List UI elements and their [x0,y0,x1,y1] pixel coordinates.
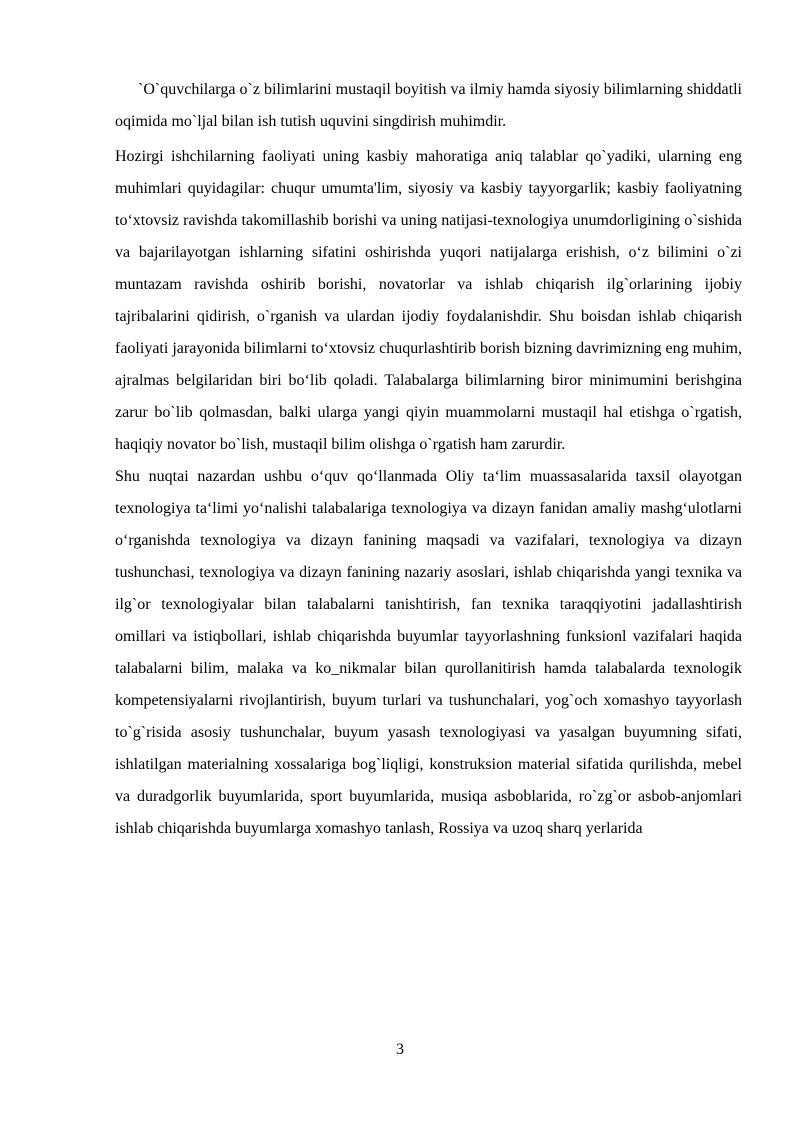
page-number: 3 [396,1041,404,1058]
paragraph-manual-scope: Shu nuqtai nazardan ushbu o‘quv qo‘llanmada Oliy ta‘lim muassasalarida taxsil olayotgan texnologiya ta‘limi yo‘nalishi talabalariga texnologiya va dizayn fanidan amaliy mashg‘ulotlarni o‘rganishda texnologiya va dizayn fanining maqsadi va vazifalari, texnologiya va dizayn tushunchasi, texnologiya va dizayn fanining nazariy asoslari, ishlab chiqarishda yangi texnika va ilg`or texnologiyalar bilan talabalarni tanishtirish, fan texnika taraqqiyotini jadallashtirish omillari va istiqbollari, ishlab chiqarishda buyumlar tayyorlashning funksionl vazifalari haqida talabalarni bilim, malaka va ko_nikmalar bilan qurollanitirish hamda talabalarda texnologik kompetensiyalarni rivojlantirish, buyum turlari va tushunchalari, yog`och xomashyo tayyorlash to`g`risida asosiy tushunchalar, buyum yasash texnologiyasi va yasalgan buyumning sifati, ishlatilgan materialning xossalariga bog`liqligi, konstruksion material sifatida qurilishda, mebel va duradgorlik buyumlarida, sport buyumlarida, musiqa asboblarida, ro`zg`or asbob-anjomlari ishlab chiqarishda buyumlarga xomashyo tanlash, Rossiya va uzoq sharq yerlarida [115,468,742,837]
paragraph-intro: `O`quvchilarga o`z bilimlarini mustaqil boyitish va ilmiy hamda siyosiy bilimlarning shiddatli oqimida mo`ljal bilan ish tutish uquvini singdirish muhimdir. [115,81,742,130]
page-body [115,74,742,848]
paragraph-requirements: Hozirgi ishchilarning faoliyati uning kasbiy mahoratiga aniq talablar qo`yadiki, ularning eng muhimlari quyidagilar: chuqur umumta'lim, siyosiy va kasbiy tayyorgarlik; kasbiy faoliyatning to‘xtovsiz ravishda takomillashib borishi va uning natijasi-texnologiya unumdorligining o`sishida va bajarilayotgan ishlarning sifatini oshirishda yuqori natijalarga erishish, o‘z bilimini o`zi muntazam ravishda oshirib borishi, novatorlar va ishlab chiqarish ilg`orlarining ijobiy tajribalarini qidirish, o`rganish va ulardan ijodiy foydalanishdir. Shu boisdan ishlab chiqarish faoliyati jarayonida bilimlarni to‘xtovsiz chuqurlashtirib borish bizning davrimizning eng muhim, ajralmas belgilaridan biri bo‘lib qoladi. Talabalarga bilimlarning biror minimumini berishgina zarur bo`lib qolmasdan, balki ularga yangi qiyin muammolarni mustaqil hal etishga o`rgatish, haqiqiy novator bo`lish, mustaqil bilim olishga o`rgatish ham zarurdir. [115,148,742,453]
